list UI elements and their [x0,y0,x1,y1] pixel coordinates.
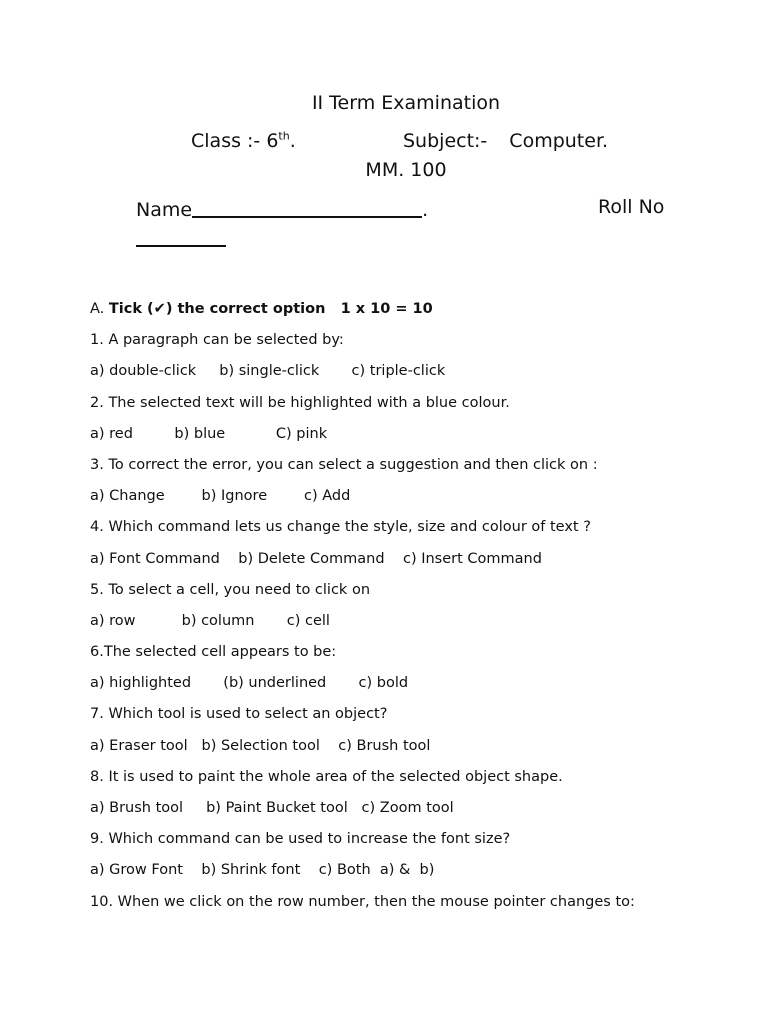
name-label: Name [136,199,193,221]
section-prefix: A. [90,301,109,317]
options-line: a) Brush tool b) Paint Bucket tool c) Zoom tool [90,800,454,816]
question-line: 8. It is used to paint the whole area of the selected object shape. [90,768,563,785]
subject-field [403,130,608,152]
options-line: a) double-click b) single-click c) triple-click [90,363,446,380]
options-line: a) Eraser tool b) Selection tool c) Brush tool [90,737,431,754]
question-line: 2. The selected text will be highlighted with a blue colour. [90,394,510,411]
question-line: 6.The selected cell appears to be: [90,644,337,661]
question-line: 5. To select a cell, you need to click on [90,581,371,598]
class-superscript: th [278,129,290,143]
name-suffix: . [422,199,429,221]
name-field [136,196,428,221]
question-line: 3. To correct the error, you can select a suggestion and then click on : [90,456,598,473]
max-marks: MM. 100 [365,159,447,181]
options-line: a) Grow Font b) Shrink font c) Both a) & b) [90,862,435,879]
question-list [90,298,760,922]
class-label: Class :- 6 [191,130,279,152]
class-field [191,130,296,152]
question-line: 4. Which command lets us change the style, size and colour of text ? [90,519,591,536]
question-line: 9. Which command can be used to increase the font size? [90,831,511,848]
roll-no-label: Roll No [598,196,665,218]
options-line: a) Change b) Ignore c) Add [90,488,351,505]
options-line: a) highlighted (b) underlined c) bold [90,675,409,692]
subject-value: Computer. [509,130,609,152]
section-heading [90,298,760,329]
class-suffix: . [289,130,296,152]
exam-title: II Term Examination [311,92,501,114]
question-line: 1. A paragraph can be selected by: [90,332,344,349]
subject-label: Subject:- [403,130,488,152]
question-line: 7. Which tool is used to select an object? [90,706,388,723]
section-title: Tick (✔) the correct option 1 x 10 = 10 [108,301,433,317]
name-blank-line [192,196,422,218]
question-line: 10. When we click on the row number, then the mouse pointer changes to: [90,893,635,910]
options-line: a) red b) blue C) pink [90,425,328,442]
roll-no-blank-line [136,245,226,247]
options-line: a) Font Command b) Delete Command c) Insert Command [90,550,542,567]
options-line: a) row b) column c) cell [90,612,330,629]
